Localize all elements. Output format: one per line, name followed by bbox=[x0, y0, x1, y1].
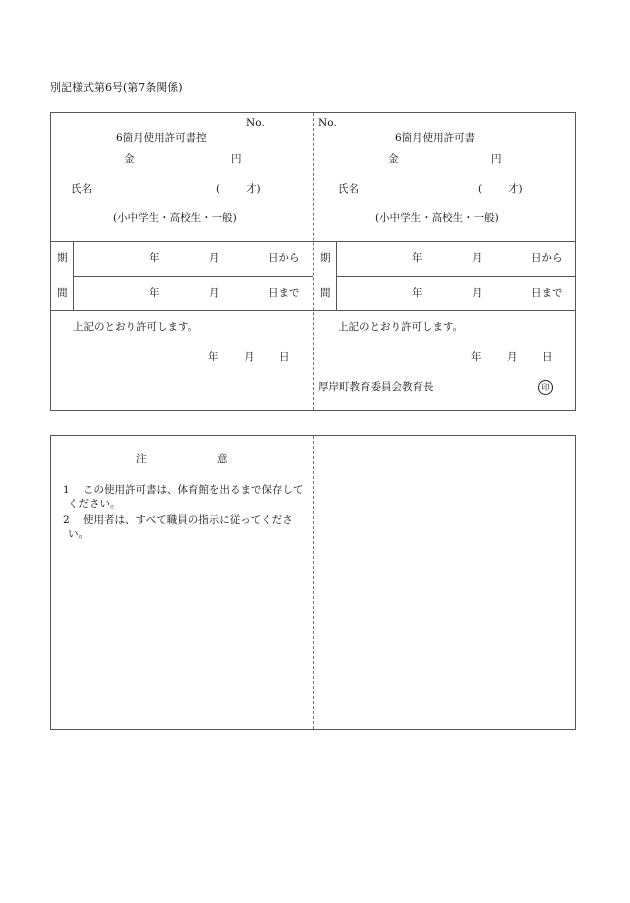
issuer-name: 厚岸町教育委員会教育長 bbox=[318, 381, 434, 393]
period-bottom-line bbox=[51, 310, 575, 311]
stub-period-mid-line bbox=[73, 276, 313, 277]
main-category: (小中学生・高校生・一般) bbox=[375, 212, 499, 224]
stub-period-label-line bbox=[73, 242, 74, 310]
main-approval-month: 月 bbox=[507, 351, 518, 363]
period-top-line bbox=[51, 241, 575, 242]
note-2-text: 使用者は、すべて職員の指示に従ってください。 bbox=[68, 514, 293, 540]
stub-approval-day: 日 bbox=[279, 351, 290, 363]
stub-category: (小中学生・高校生・一般) bbox=[113, 212, 237, 224]
stub-from-year: 年 bbox=[149, 252, 160, 264]
main-approval-day: 日 bbox=[542, 351, 553, 363]
stub-approval-month: 月 bbox=[244, 351, 255, 363]
main-until-month: 月 bbox=[472, 287, 483, 299]
main-amount-label: 金 bbox=[388, 153, 399, 165]
main-no-label: No. bbox=[318, 117, 337, 129]
form-number-title: 別記様式第6号(第7条関係) bbox=[50, 81, 183, 94]
stub-yen-label: 円 bbox=[231, 153, 242, 165]
main-age-close: 才) bbox=[508, 183, 523, 195]
stub-title: 6箇月使用許可書控 bbox=[116, 132, 207, 144]
stub-no-label: No. bbox=[246, 117, 265, 129]
main-approval-year: 年 bbox=[471, 351, 482, 363]
main-until-day: 日まで bbox=[531, 287, 563, 299]
main-period-mid-line bbox=[336, 276, 575, 277]
main-from-month: 月 bbox=[472, 252, 483, 264]
stub-from-month: 月 bbox=[209, 252, 220, 264]
main-from-day: 日から bbox=[531, 252, 563, 264]
stub-amount-label: 金 bbox=[124, 153, 135, 165]
stub-until-month: 月 bbox=[209, 287, 220, 299]
notes-heading-right: 意 bbox=[217, 453, 228, 465]
notes-divider bbox=[313, 436, 314, 729]
note-1-text: この使用許可書は、体育館を出るまで保存してください。 bbox=[68, 484, 304, 510]
main-from-year: 年 bbox=[412, 252, 423, 264]
notes-heading-left: 注 bbox=[136, 453, 147, 465]
main-until-year: 年 bbox=[412, 287, 423, 299]
note-2-number: 2 bbox=[63, 514, 70, 526]
main-yen-label: 円 bbox=[491, 153, 502, 165]
stub-name-label: 氏名 bbox=[71, 183, 92, 195]
stub-period-label-top: 期 bbox=[57, 252, 68, 264]
stub-age-open: ( bbox=[216, 183, 221, 195]
note-1-number: 1 bbox=[63, 484, 70, 496]
card-divider bbox=[313, 113, 314, 410]
seal-stamp: 印 bbox=[538, 380, 553, 395]
main-approval-text: 上記のとおり許可します。 bbox=[338, 321, 464, 333]
main-name-label: 氏名 bbox=[338, 183, 359, 195]
stub-approval-year: 年 bbox=[208, 351, 219, 363]
main-period-label-line bbox=[336, 242, 337, 310]
stub-approval-text: 上記のとおり許可します。 bbox=[73, 321, 199, 333]
main-period-label-top: 期 bbox=[320, 252, 331, 264]
stub-until-year: 年 bbox=[149, 287, 160, 299]
main-period-label-bottom: 間 bbox=[320, 287, 331, 299]
stub-from-day: 日から bbox=[268, 252, 300, 264]
stub-age-close: 才) bbox=[246, 183, 261, 195]
stub-period-label-bottom: 間 bbox=[57, 287, 68, 299]
main-title: 6箇月使用許可書 bbox=[395, 132, 476, 144]
stub-until-day: 日まで bbox=[268, 287, 300, 299]
main-age-open: ( bbox=[478, 183, 483, 195]
